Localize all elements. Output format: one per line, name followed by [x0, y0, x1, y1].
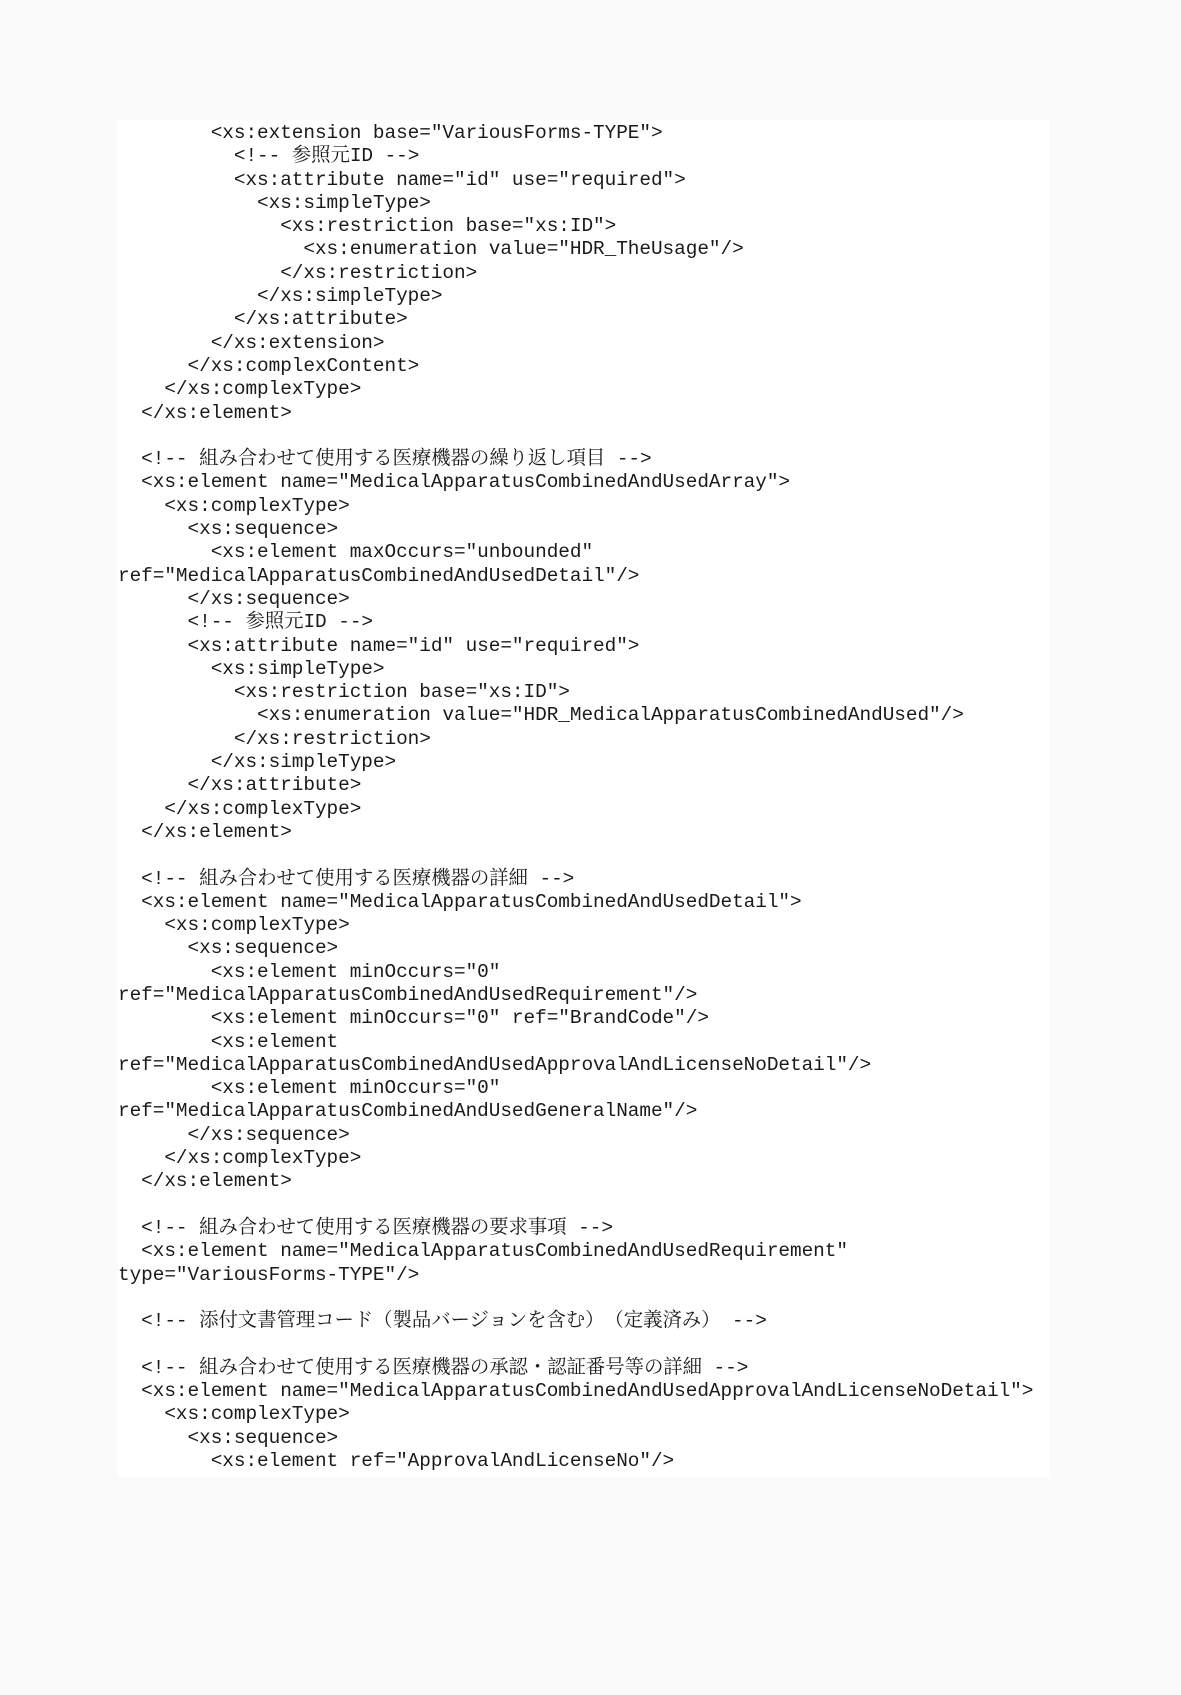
code-line: </xs:attribute>: [118, 308, 408, 331]
code-line: <xs:enumeration value="HDR_TheUsage"/>: [118, 238, 744, 261]
code-line: <xs:extension base="VariousForms-TYPE">: [118, 122, 663, 144]
code-line: <!-- 参照元ID -->: [118, 611, 373, 634]
code-line: <!-- 組み合わせて使用する医療機器の繰り返し項目 -->: [118, 448, 652, 471]
code-line: <xs:restriction base="xs:ID">: [118, 681, 570, 704]
code-line: ref="MedicalApparatusCombinedAndUsedRequirement"/>: [118, 983, 698, 1006]
code-line: <xs:element name="MedicalApparatusCombinedAndUsedDetail">: [118, 890, 802, 913]
code-line: <xs:element ref="ApprovalAndLicenseNo"/>: [118, 1449, 675, 1472]
code-line: ref="MedicalApparatusCombinedAndUsedDetail"/>: [118, 564, 640, 587]
code-line: ref="MedicalApparatusCombinedAndUsedGeneralName"/>: [118, 1100, 698, 1123]
code-line: <!-- 参照元ID -->: [118, 145, 420, 168]
code-line: <xs:element minOccurs="0": [118, 1077, 501, 1100]
code-line: <xs:element name="MedicalApparatusCombinedAndUsedRequirement": [118, 1240, 848, 1263]
code-line: </xs:complexType>: [118, 797, 362, 820]
code-line: [118, 1333, 1033, 1356]
code-line: <xs:attribute name="id" use="required">: [118, 634, 640, 657]
code-line: <xs:restriction base="xs:ID">: [118, 215, 617, 238]
code-line: <xs:complexType>: [118, 914, 350, 937]
code-line: <xs:element minOccurs="0": [118, 960, 501, 983]
code-line: <!-- 組み合わせて使用する医療機器の承認・認証番号等の詳細 -->: [118, 1356, 749, 1379]
code-line: <xs:element maxOccurs="unbounded": [118, 541, 594, 564]
code-line: </xs:restriction>: [118, 261, 478, 284]
code-line: </xs:extension>: [118, 331, 385, 354]
code-line: <!-- 組み合わせて使用する医療機器の要求事項 -->: [118, 1216, 613, 1239]
code-line: <xs:complexType>: [118, 1403, 350, 1426]
code-line: [118, 1194, 1033, 1217]
code-line: </xs:restriction>: [118, 727, 431, 750]
code-line: <xs:element name="MedicalApparatusCombinedAndUsedArray">: [118, 471, 791, 494]
code-line: </xs:element>: [118, 1170, 292, 1193]
code-line: <xs:element: [118, 1030, 339, 1053]
code-line: </xs:attribute>: [118, 774, 362, 797]
code-line: </xs:element>: [118, 820, 292, 843]
code-line: </xs:sequence>: [118, 587, 350, 610]
code-line: <xs:complexType>: [118, 494, 350, 517]
xml-schema-code-block: [118, 122, 1033, 1473]
code-line: type="VariousForms-TYPE"/>: [118, 1263, 420, 1286]
code-line: [118, 1287, 1033, 1310]
code-line: </xs:simpleType>: [118, 285, 443, 308]
code-line: <xs:attribute name="id" use="required">: [118, 168, 686, 191]
code-line: </xs:complexType>: [118, 378, 362, 401]
code-line: <xs:element name="MedicalApparatusCombinedAndUsedApprovalAndLicenseNoDetail">: [118, 1380, 1034, 1403]
code-line: <xs:element minOccurs="0" ref="BrandCode"/>: [118, 1007, 709, 1030]
code-line: </xs:complexContent>: [118, 354, 420, 377]
code-line: </xs:sequence>: [118, 1123, 350, 1146]
code-line: </xs:element>: [118, 401, 292, 424]
code-line: <!-- 組み合わせて使用する医療機器の詳細 -->: [118, 867, 575, 890]
code-line: <xs:simpleType>: [118, 191, 431, 214]
code-line: </xs:complexType>: [118, 1147, 362, 1170]
code-line: <xs:sequence>: [118, 1426, 339, 1449]
code-line: <xs:simpleType>: [118, 657, 385, 680]
code-line: <xs:enumeration value="HDR_MedicalApparatusCombinedAndUsed"/>: [118, 704, 964, 727]
document-page: [118, 120, 1049, 1477]
code-line: <xs:sequence>: [118, 518, 339, 541]
code-line: </xs:simpleType>: [118, 751, 397, 774]
code-line: ref="MedicalApparatusCombinedAndUsedApprovalAndLicenseNoDetail"/>: [118, 1053, 872, 1076]
code-line: <xs:sequence>: [118, 937, 339, 960]
code-line: [118, 425, 1033, 448]
code-line: [118, 844, 1033, 867]
code-line: <!-- 添付文書管理コード（製品バージョンを含む） （定義済み） -->: [118, 1310, 767, 1333]
